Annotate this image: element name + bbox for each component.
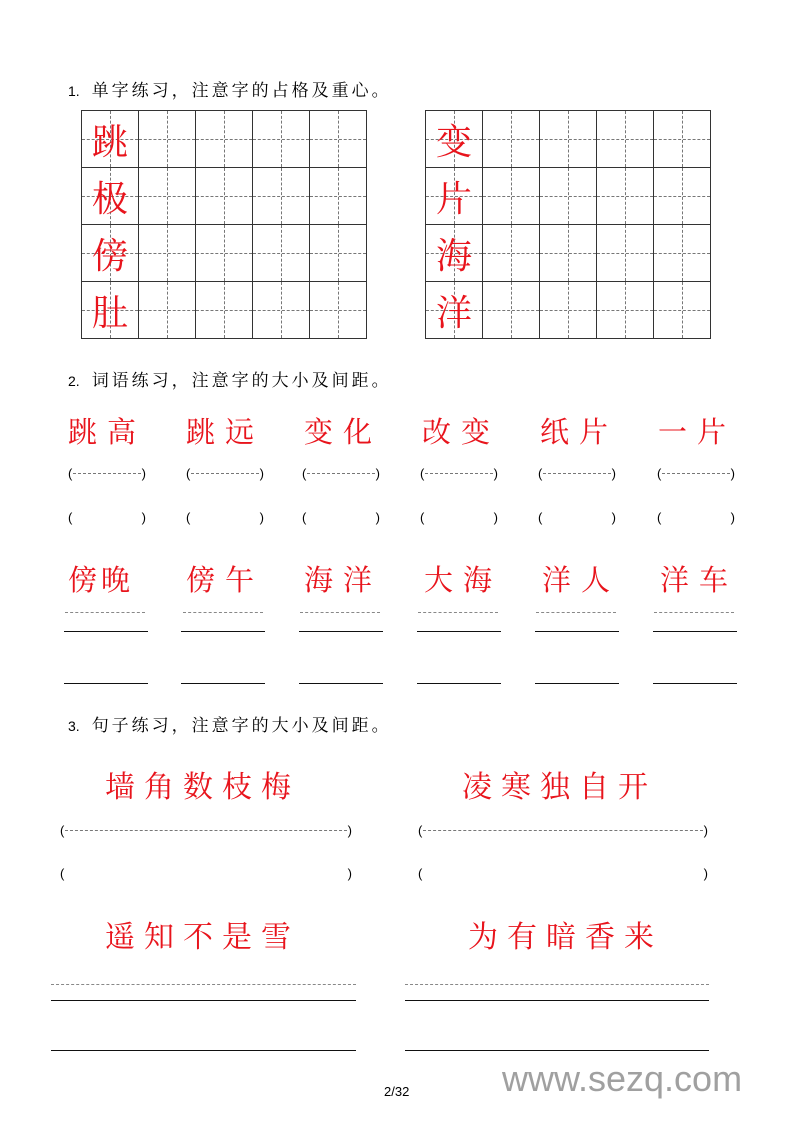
writing-blank[interactable]: ( ) <box>302 466 380 481</box>
writing-line[interactable] <box>535 631 619 632</box>
guide-line <box>405 984 709 985</box>
writing-line[interactable] <box>405 1050 709 1051</box>
guide-line <box>51 984 356 985</box>
writing-line[interactable] <box>535 683 619 684</box>
model-char: 变 <box>435 121 472 163</box>
word-model: 大海 <box>424 563 503 597</box>
sentence-model: 遥知不是雪 <box>105 920 300 955</box>
writing-blank[interactable]: ( ) <box>538 510 616 525</box>
guide-line <box>183 612 263 613</box>
writing-blank[interactable]: ( ) <box>420 510 498 525</box>
writing-line[interactable] <box>653 683 737 684</box>
guide-line <box>418 612 498 613</box>
writing-blank[interactable]: ( ) <box>60 823 352 838</box>
writing-line[interactable] <box>299 631 383 632</box>
word-model: 一片 <box>658 415 737 449</box>
word-model: 海洋 <box>304 563 383 597</box>
guide-line <box>300 612 380 613</box>
word-model: 跳远 <box>186 415 265 449</box>
practice-grid-right <box>425 110 711 339</box>
word-model: 傍午 <box>186 563 265 597</box>
word-model: 洋车 <box>660 563 739 597</box>
model-char: 傍 <box>91 235 128 277</box>
section-number: 2. <box>68 373 80 389</box>
word-model: 纸片 <box>540 415 619 449</box>
grid-cell <box>82 225 139 282</box>
writing-line[interactable] <box>51 1000 356 1001</box>
model-char: 跳 <box>91 121 128 163</box>
section-number: 1. <box>68 83 80 99</box>
grid-cell <box>426 225 483 282</box>
sentence-model: 凌寒独自开 <box>462 770 657 805</box>
writing-line[interactable] <box>417 683 501 684</box>
word-model: 跳高 <box>68 415 147 449</box>
watermark: www.sezq.com <box>502 1058 743 1099</box>
guide-line <box>654 612 734 613</box>
writing-blank[interactable]: ( ) <box>418 866 708 881</box>
writing-blank[interactable]: ( ) <box>420 466 498 481</box>
writing-line[interactable] <box>405 1000 709 1001</box>
writing-line[interactable] <box>181 683 265 684</box>
model-char: 片 <box>435 178 472 220</box>
section-title: 词语练习，注意字的大小及间距。 <box>91 371 392 391</box>
grid-cell <box>82 111 139 168</box>
section-2-heading <box>68 366 392 391</box>
writing-blank[interactable]: ( ) <box>657 510 735 525</box>
guide-line <box>65 612 145 613</box>
practice-grid-left <box>81 110 367 339</box>
page-number: 2/32 <box>384 1084 410 1099</box>
grid-cell <box>426 168 483 225</box>
writing-line[interactable] <box>299 683 383 684</box>
model-char: 肚 <box>91 292 128 334</box>
guide-line <box>536 612 616 613</box>
section-title: 句子练习，注意字的大小及间距。 <box>91 716 392 736</box>
writing-blank[interactable]: ( ) <box>657 466 735 481</box>
word-model: 变化 <box>304 415 383 449</box>
section-title: 单字练习，注意字的占格及重心。 <box>91 81 392 101</box>
writing-blank[interactable]: ( ) <box>186 466 264 481</box>
writing-line[interactable] <box>64 631 148 632</box>
writing-line[interactable] <box>653 631 737 632</box>
writing-blank[interactable]: ( ) <box>68 510 146 525</box>
section-1-heading <box>68 76 392 101</box>
word-model: 傍晚 <box>68 563 135 597</box>
grid-cell <box>82 282 139 339</box>
writing-line[interactable] <box>181 631 265 632</box>
word-model: 改变 <box>422 415 501 449</box>
section-number: 3. <box>68 718 80 734</box>
writing-blank[interactable]: ( ) <box>418 823 708 838</box>
writing-line[interactable] <box>417 631 501 632</box>
grid-cell <box>426 111 483 168</box>
writing-line[interactable] <box>51 1050 356 1051</box>
writing-line[interactable] <box>64 683 148 684</box>
writing-blank[interactable]: ( ) <box>60 866 352 881</box>
writing-blank[interactable]: ( ) <box>538 466 616 481</box>
writing-blank[interactable]: ( ) <box>186 510 264 525</box>
writing-blank[interactable]: ( ) <box>68 466 146 481</box>
sentence-model: 为有暗香来 <box>468 920 663 955</box>
model-char: 洋 <box>435 292 472 334</box>
model-char: 海 <box>435 235 472 277</box>
word-model: 洋人 <box>542 563 621 597</box>
sentence-model: 墙角数枝梅 <box>105 770 300 805</box>
grid-cell <box>426 282 483 339</box>
grid-cell <box>82 168 139 225</box>
model-char: 极 <box>91 178 128 220</box>
section-3-heading <box>68 711 392 736</box>
writing-blank[interactable]: ( ) <box>302 510 380 525</box>
